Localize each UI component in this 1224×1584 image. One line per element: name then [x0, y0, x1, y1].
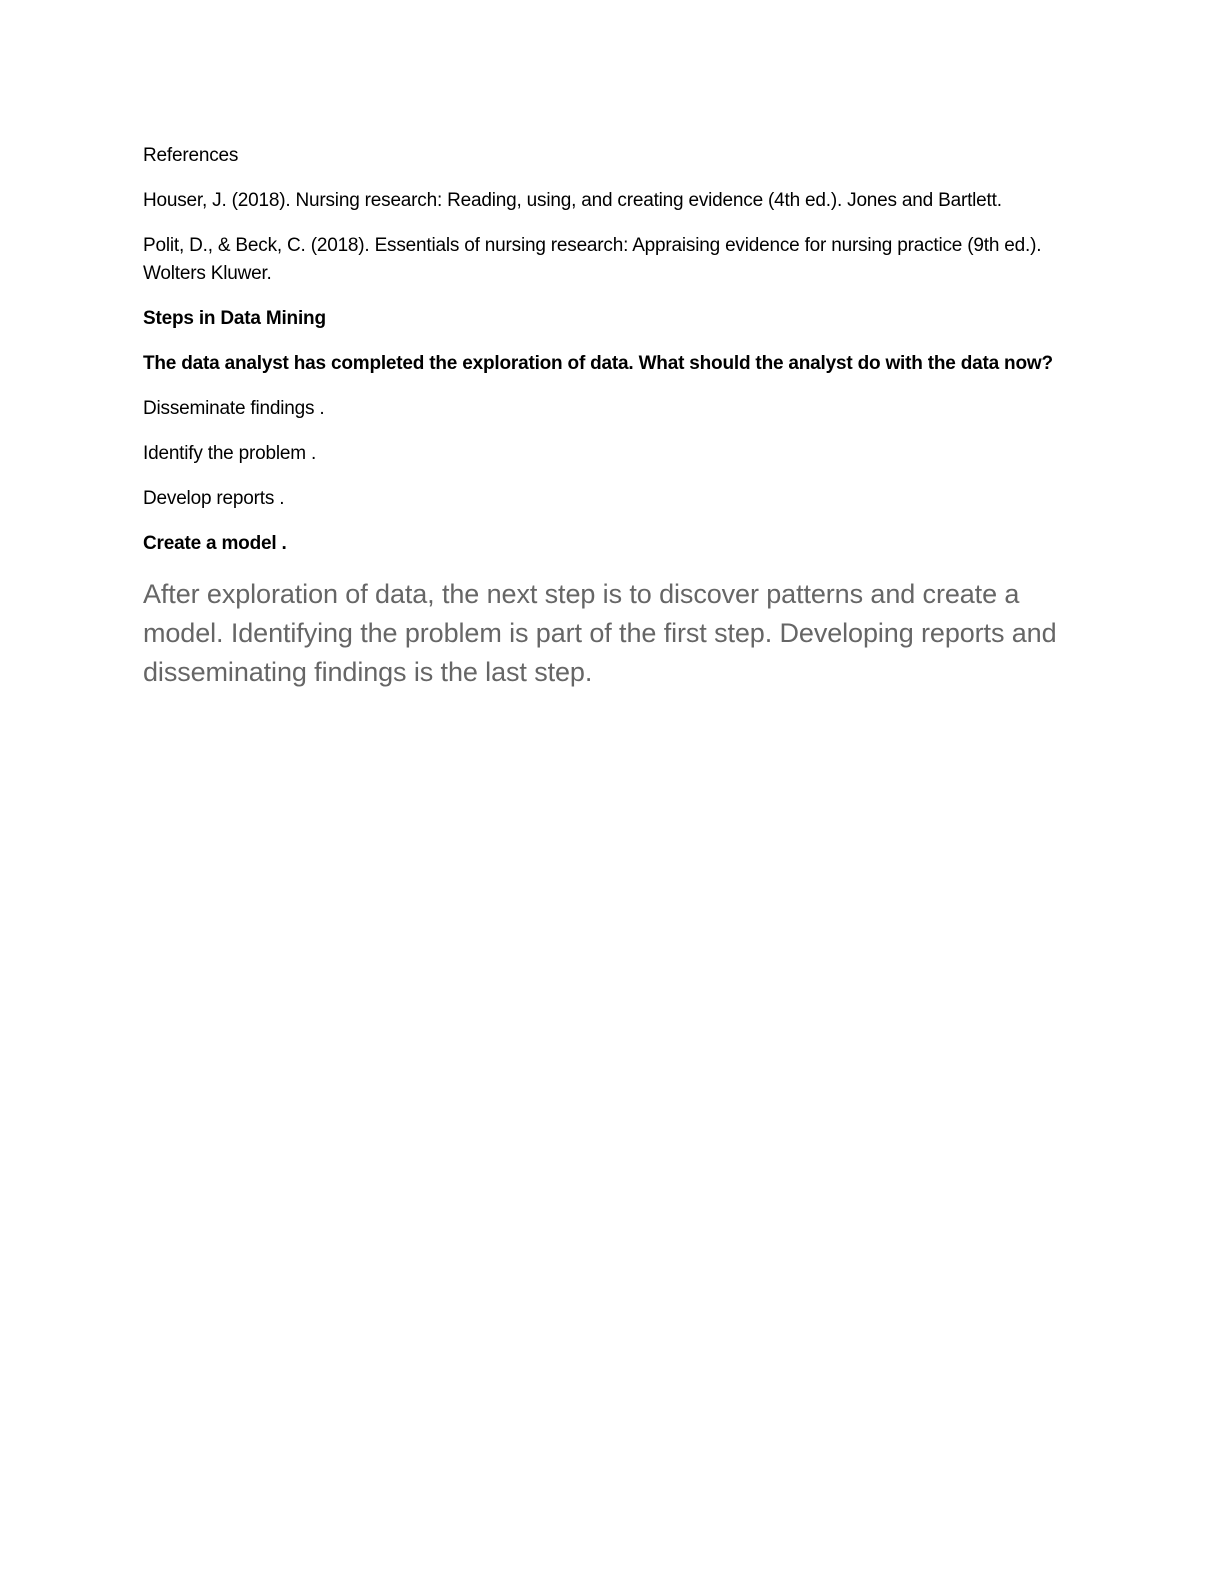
document-page	[143, 142, 1073, 719]
answer-option-correct: Create a model .	[143, 533, 287, 554]
answer-option: Identify the problem .	[143, 443, 317, 464]
answer-option: Disseminate findings .	[143, 398, 325, 419]
answer-explanation: After exploration of data, the next step is to discover patterns and create a model. Identifying the problem is part of the first step. Developing reports and disseminating findings is the last step.	[143, 579, 1057, 687]
reference-entry: Houser, J. (2018). Nursing research: Reading, using, and creating evidence (4th ed.). Jones and Bartlett.	[143, 190, 1002, 211]
references-heading: References	[143, 145, 239, 166]
question-text: The data analyst has completed the exploration of data. What should the analyst do with the data now?	[143, 353, 1053, 374]
answer-option: Develop reports .	[143, 488, 285, 509]
section-title: Steps in Data Mining	[143, 308, 326, 329]
reference-entry: Polit, D., & Beck, C. (2018). Essentials of nursing research: Appraising evidence for nursing practice (9th ed.). Wolters Kluwer.	[143, 235, 1042, 284]
